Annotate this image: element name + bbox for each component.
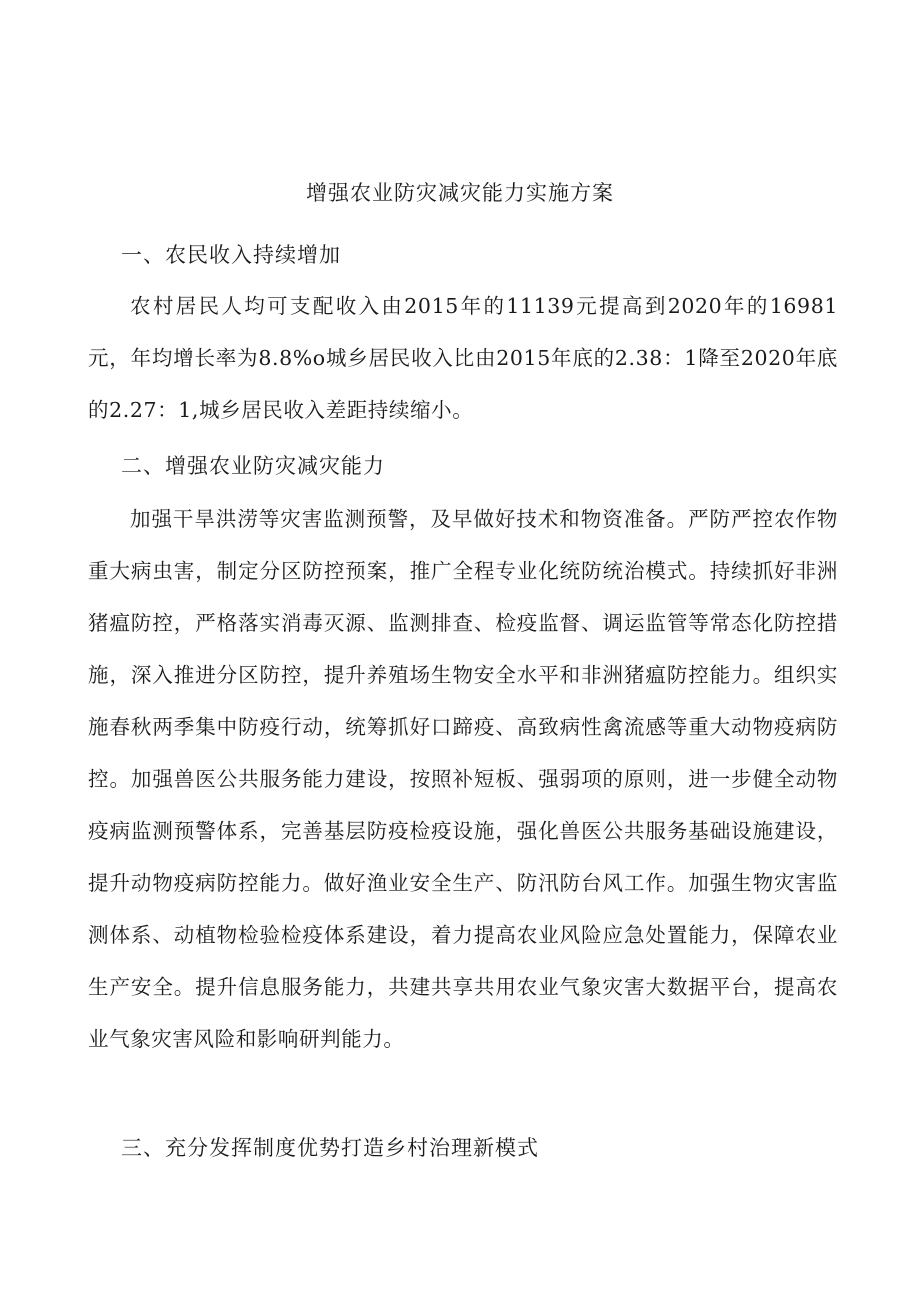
section-heading-1: 一、农民收入持续增加 (121, 243, 341, 267)
section-heading-3: 三、充分发挥制度优势打造乡村治理新模式 (121, 1136, 539, 1160)
section-heading-2: 二、增强农业防灾减灾能力 (121, 454, 385, 478)
section-paragraph-1: 农村居民人均可支配收入由2015年的11139元提高到2020年的16981元，年均增长率为8.8%o城乡居民收入比由2015年底的2.38：1降至2020年底的2.27：1,城乡居民收入差距持续缩小。 (88, 294, 838, 422)
document-title: 增强农业防灾减灾能力实施方案 (306, 181, 614, 205)
section-paragraph-2: 加强干旱洪涝等灾害监测预警，及早做好技术和物资准备。严防严控农作物重大病虫害，制定分区防控预案，推广全程专业化统防统治模式。持续抓好非洲猪瘟防控，严格落实消毒灭源、监测排查、检疫监督、调运监管等常态化防控措施，深入推进分区防控，提升养殖场生物安全水平和非洲猪瘟防控能力。组织实施春秋两季集中防疫行动，统筹抓好口蹄疫、高致病性禽流感等重大动物疫病防控。加强兽医公共服务能力建设，按照补短板、强弱项的原则，进一步健全动物疫病监测预警体系，完善基层防疫检疫设施，强化兽医公共服务基础设施建设，提升动物疫病防控能力。做好渔业安全生产、防汛防台风工作。加强生物灾害监测体系、动植物检验检疫体系建设，着力提高农业风险应急处置能力，保障农业生产安全。提升信息服务能力，共建共享共用农业气象灾害大数据平台，提高农业气象灾害风险和影响研判能力。 (88, 507, 838, 1051)
